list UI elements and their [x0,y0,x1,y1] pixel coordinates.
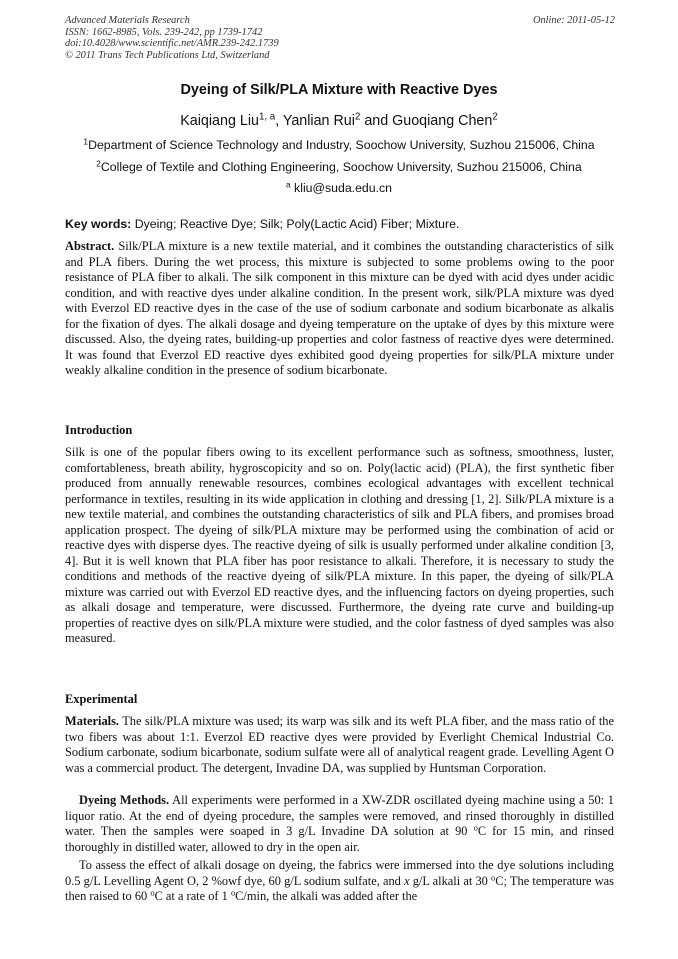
email-superscript: a [285,179,291,190]
journal-name: Advanced Materials Research [65,15,190,26]
alkali-text: C [495,873,504,888]
author-superscript: 2 [492,111,498,123]
paper-title: Dyeing of Silk/PLA Mixture with Reactive Dyes [180,82,498,98]
keywords-label: Key words: [65,217,132,231]
affiliation-superscript: 2 [96,158,101,169]
keywords-text: Dyeing; Reactive Dye; Silk; Poly(Lactic Acid) Fiber; Mixture. [131,217,460,231]
materials-label: Materials. [65,714,120,728]
author-separator: and [360,113,393,129]
keywords [65,217,614,231]
affiliation-1 [0,138,678,152]
author-superscript: 2 [354,111,361,123]
abstract-text: Silk/PLA mixture is a new textile material, and it combines the outstanding characteristics of silk and PLA fibers. During the wet process, this mixture is subjected to some problems owing to the poor resistance of PLA fiber to alkali. The silk component in this mixture can be dyed with acid dyes under acidic condition, and with reactive dyes under alkaline condition. In the present work, silk/PLA mixture was dyed with Everzol ED reactive dyes in the case of the use of sodium carbonate and sodium bicarbonate as alkalis for the fixation of dyes. The alkali dosage and dyeing temperature on the uptake of dyes by this mixture were discussed. Also, the dyeing rates, building-up properties and color fastness of reactive dyes were determined. It was found that Everzol ED reactive dyes exhibited good dyeing properties for silk/PLA mixture under weakly alkaline condition in the presence of sodium bicarbonate. [65,239,614,377]
alkali-text: C at a rate of 1 [154,889,231,903]
author-list [0,113,678,129]
affiliation-2 [0,160,678,174]
alkali-dosage-paragraph [65,858,614,905]
dyeing-methods-text: C for 15 min, and rinsed thoroughly in distilled water, allowed to dry in the open air. [65,824,614,854]
online-date: Online: 2011-05-12 [532,15,615,26]
dyeing-methods-label: Dyeing Methods. [79,793,170,807]
affiliation-superscript: 1 [83,136,89,147]
issn-line: ISSN: 1662-8985, Vols. 239-242, pp 1739-1742 [65,26,263,38]
alkali-text: To assess the effect of alkali dosage on dyeing, the fabrics were immersed into the dye solutions including 0.5 g/L Levelling Agent O, 2 %owf dye, 60 g/L sodium sulfate, and [65,858,614,888]
author-name: Guoqiang Chen [392,113,493,129]
author-superscript: 1, a [258,111,276,123]
email-address[interactable]: kliu@suda.edu.cn [290,181,392,195]
degree-superscript: o [150,887,155,898]
dyeing-methods-paragraph [65,793,614,855]
author-name: Kaiqiang Liu [180,113,259,129]
degree-superscript: o [230,887,236,898]
degree-superscript: o [473,822,478,833]
abstract-label: Abstract. [65,239,115,253]
degree-superscript: o [491,871,496,882]
affiliation-text: College of Textile and Clothing Engineering, Soochow University, Suzhou 215006, China [100,160,582,174]
alkali-text: g/L alkali at 30 [409,873,492,888]
materials-paragraph [65,714,614,776]
variable-x: x [404,873,410,888]
dyeing-methods-text: All experiments were performed in a XW-ZDR oscillated dyeing machine using a 50: 1 liquor ratio. At the end of dyeing procedure, the samples were removed, and rinsed thoroughly in distilled water. Then the samples were soaped in 3 g/L Invadine DA solution at 90 [65,793,614,838]
alkali-text: C/min, the alkali was added after the [235,889,418,903]
introduction-heading: Introduction [65,423,133,437]
affiliation-text: Department of Science Technology and Industry, Soochow University, Suzhou 215006, China [88,138,595,152]
semicolon-mark: ; [503,873,507,888]
abstract [65,239,614,379]
doi-line[interactable]: doi:10.4028/www.scientific.net/AMR.239-242.1739 [65,38,279,50]
journal-header [65,15,615,61]
author-name: Yanlian Rui [282,113,355,129]
author-email [0,181,678,195]
alkali-text: The temperature was then raised to 60 [65,873,614,903]
copyright-line: © 2011 Trans Tech Publications Ltd, Switzerland [65,49,270,61]
materials-text: The silk/PLA mixture was used; its warp was silk and its weft PLA fiber, and the mass ratio of the two fibers was about 1:1. Everzol ED reactive dyes were provided by Everlight Chemical Industrial Co. Sodium carbonate, sodium bicarbonate, sodium sulfate were all of analytical reagent grade. Levelling Agent O was a commercial product. The detergent, Invadine DA, was supplied by Huntsman Corporation. [65,714,614,775]
introduction-paragraph: Silk is one of the popular fibers owing to its excellent performance such as softness, smoothness, luster, comfortableness, breath ability, hygroscopicity and so on. Poly(lactic acid) (PLA), the first synthetic fiber produced from annually renewable resources, combines ecological advantages with excellent technical performance in textiles, resulting in its wide application in clothing and dressing [1, 2]. Silk/PLA mixture is a new textile material, and combines the outstanding characteristics of silk and PLA fibers, and promises broad application prospect. The dyeing of silk/PLA mixture may be performed using the combination of acid or reactive dyes with disperse dyes. The reactive dyeing of silk is usually performed under alkaline condition [3, 4]. But it is well known that PLA fiber has poor resistance to alkali. Therefore, it is necessary to study the conditions and methods of the reactive dyeing of silk/PLA mixture. In this paper, the dyeing of silk/PLA mixture was carried out with Everzol ED reactive dyes, and the influencing factors on dyeing properties, such as alkali dosage and temperature, were discussed. Furthermore, the dyeing rate curve and building-up properties of reactive dyes on silk/PLA mixture were studied, and the color fastness of dyed samples was also measured. [65,445,614,645]
experimental-heading: Experimental [65,692,138,706]
author-separator: , [275,113,283,129]
